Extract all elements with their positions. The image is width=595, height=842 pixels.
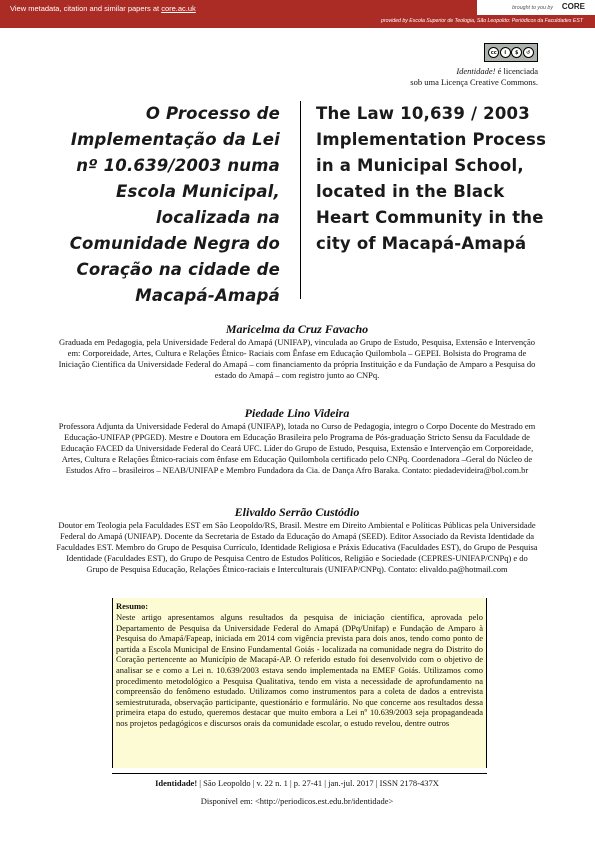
abstract-box bbox=[112, 598, 487, 768]
author-name: Elivaldo Serrão Custódio bbox=[234, 505, 360, 519]
author-block-2 bbox=[55, 406, 539, 476]
core-brought-text: brought to you by bbox=[512, 5, 553, 11]
core-badge[interactable] bbox=[477, 0, 595, 15]
core-logo[interactable]: CORE bbox=[561, 2, 585, 11]
license-journal: Identidade! bbox=[456, 66, 496, 76]
title-divider bbox=[300, 101, 301, 299]
sa-icon: ↺ bbox=[523, 47, 534, 58]
footer-divider bbox=[112, 773, 487, 774]
author-name: Piedade Lino Videira bbox=[244, 406, 350, 420]
abstract-text: Neste artigo apresentamos alguns resultados da pesquisa de iniciação científica, aprovada pelo Departamento de Pesquisa da Universidade Federal do Amapá (DPq/Unifap) e Fundação de Amparo à Pesquisa do Amapá/Fapeap, iniciada em 2014 com vigência prevista para dois anos, tendo como ponto de partida a Escola Municipal de Ensino Fundamental Goiás - localizada na comunidade negra do Distrito do Coração pertencente ao Município de Macapá-AP. O referido estudo foi desenvolvido com o objetivo de analisar se e como a Lei n. 10.639/2003 estava sendo implementada na EMEF Goiás. Utilizamos como procedimento metodológico a Pesquisa Qualitativa, tendo em vista a necessidade de aprofundamento na compreensão do fenômeno estudado. Utilizamos como instrumentos para a coleta de dados a entrevista semiestruturada, observação participante, questionário e formulário. No que concerne aos resultados dessa primeira etapa do estudo, queremos destacar que muito embora a Lei nº 10.639/2003 seja propagandeada nos projetos pedagógicos e discursos orais da comunidade escolar, o estudo revelou, dentre outros bbox=[116, 612, 483, 728]
author-bio: Doutor em Teologia pela Faculdades EST em São Leopoldo/RS, Brasil. Mestre em Direito Ambiental e Políticas Públicas pela Universidade Federal do Amapá (UNIFAP). Docente da Secretaria de Estado da Educação do Amapá (SEED). Editor Associado da Revista Identidade da Faculdades EST. Membro do Grupo de Pesquisa Currículo, Identidade Religiosa e Práxis Educativa (Faculdades EST), do Grupo de Pesquisa Identidade (Faculdades EST), do Grupo de Pesquisa Centro de Estudos Políticos, Religião e Sociedade (CEPRES-UNIFAP/CNPq) e do Grupo de Pesquisa Educação, Relações Étnico-raciais e Interculturais (UNIFAP/CNPq). Contato: elivaldo.pa@hotmail.com bbox=[56, 520, 538, 574]
availability-url[interactable]: Disponível em: <http://periodicos.est.edu.br/identidade> bbox=[200, 796, 394, 806]
author-bio: Professora Adjunta da Universidade Federal do Amapá (UNIFAP), lotada no Curso de Pedagogia, integro o Corpo Docente do Mestrado em Educação-UNIFAP (PPGED). Mestre e Doutora em Educação Brasileira pelo Programa de Pós-graduação Stricto Sensu da Faculdade de Educação FACED da Universidade Federal do Ceará UFC. Líder do Grupo de Estudo, Pesquisa, Extensão e Intervenção em Corporeidade, Artes, Cultura e Relações Étnico-raciais com ênfase em Educação Quilombola certificado pelo CNPq. Coordenadora –Geral do Núcleo de Estudos Afro – brasileiros – NEAB/UNIFAP e Membro Fundadora da Cia. de Dança Afro Baraka. Contato: piedadevideira@bol.com.br bbox=[58, 421, 536, 475]
core-domain-link[interactable]: core.ac.uk bbox=[161, 4, 196, 13]
view-metadata-link[interactable] bbox=[10, 4, 196, 13]
abstract-label: Resumo: bbox=[116, 601, 149, 611]
author-block-1 bbox=[55, 322, 539, 381]
title-portuguese: O Processo de Implementação da Lei nº 10.639/2003 numa Escola Municipal, localizada na Comunidade Negra do Coração na cidade de Macapá-Amapá bbox=[69, 104, 280, 305]
author-bio: Graduada em Pedagogia, pela Universidade Federal do Amapá (UNIFAP), vinculada ao Grupo de Estudo, Pesquisa, Extensão e Intervenção em: Corporeidade, Artes, Cultura e Relações Étnico- Raciais com Ênfase em Educação Quilombola – GEPEI. Bolsista do Programa de Iniciação Científica da Universidade Federal do Amapá – com financiamento da própria Instituição e da Fundação de Amparo a Pesquisa do estado do Amapá – com registro junto ao CNPq. bbox=[58, 337, 536, 380]
author-name: Maricelma da Cruz Favacho bbox=[225, 322, 369, 336]
provided-by-text[interactable]: provided by Escola Superior de Teologia, São Leopoldo: Periódicos da Faculdades EST bbox=[381, 18, 583, 24]
author-block-3 bbox=[55, 505, 539, 575]
creative-commons-badge[interactable] bbox=[484, 43, 538, 62]
footer-citation: | São Leopoldo | v. 22 n. 1 | p. 27-41 | jan.-jul. 2017 | ISSN 2178-437X bbox=[197, 778, 439, 788]
cc-icon: cc bbox=[488, 47, 499, 58]
metadata-link-text[interactable]: View metadata, citation and similar papers at bbox=[10, 4, 162, 13]
journal-citation bbox=[55, 778, 539, 788]
nc-icon: $ bbox=[511, 47, 522, 58]
license-statement bbox=[410, 66, 538, 87]
license-line1: é licenciada bbox=[495, 66, 538, 76]
footer-journal-name: Identidade! bbox=[155, 778, 198, 788]
title-english: The Law 10,639 / 2003 Implementation Process in a Municipal School, located in the Black Heart Community in the city of Macapá-Amapá bbox=[316, 104, 547, 253]
license-line2: sob uma Licença Creative Commons. bbox=[410, 76, 538, 87]
by-icon: i bbox=[500, 47, 511, 58]
